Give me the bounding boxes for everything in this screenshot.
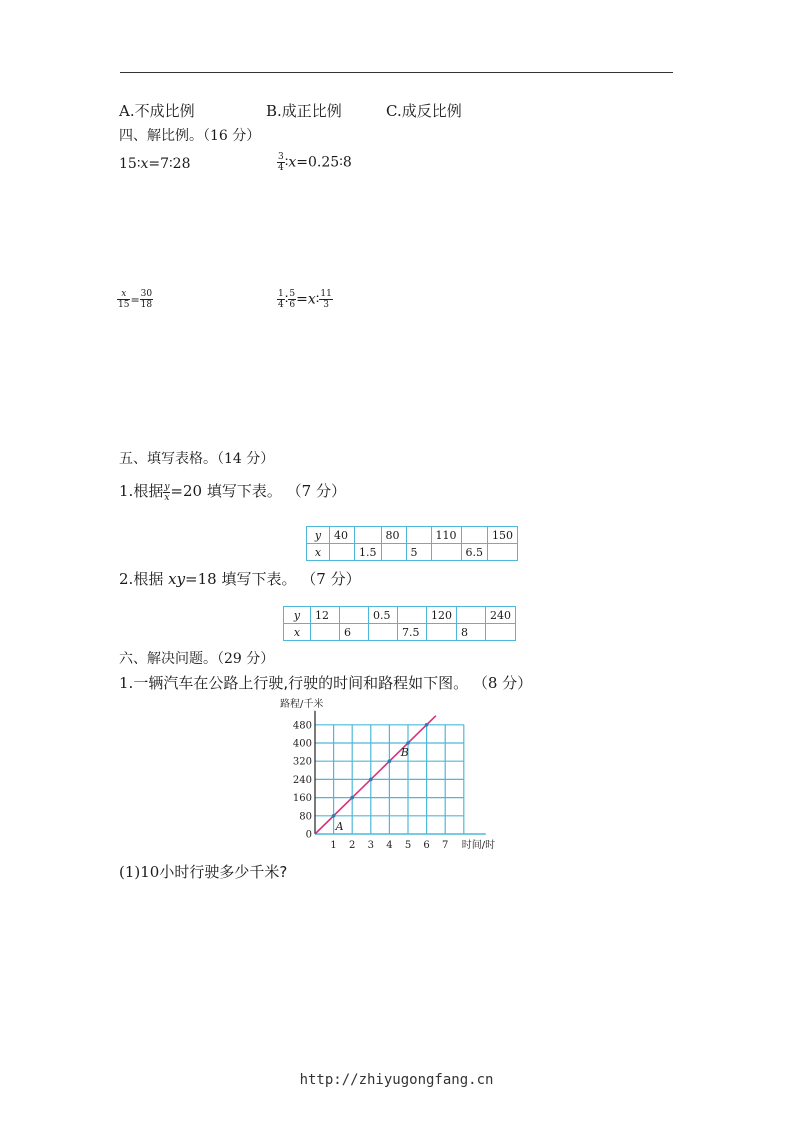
sub1-prefix: (1)10	[119, 863, 160, 881]
x-tick-label: 2	[349, 840, 356, 851]
option-c	[386, 100, 462, 121]
table-1-cell: 1.5	[355, 544, 382, 561]
table-1-cell: y	[307, 527, 330, 544]
table-2-cell	[427, 624, 457, 641]
eq1-left: 15∶	[119, 156, 141, 172]
footer-url: http://zhiyugongfang.cn	[299, 1072, 494, 1088]
q1-numerator: y	[164, 481, 170, 492]
chart-grid	[315, 725, 464, 834]
table-1-cell: 80	[381, 527, 406, 544]
eq2-right: =0.25∶8	[296, 154, 352, 171]
eq2-fraction	[277, 152, 285, 173]
table-1-cell	[488, 544, 518, 561]
x-tick-label: 6	[423, 840, 430, 851]
eq4-denominator-2: 6	[289, 300, 296, 310]
eq4-variable: x	[307, 291, 316, 308]
x-tick-label: 7	[442, 840, 449, 851]
eq2-numerator: 3	[278, 152, 284, 162]
data-point	[388, 759, 392, 763]
option-c-letter: C.	[386, 102, 402, 120]
option-b-letter: B.	[266, 102, 282, 120]
table-2-row-x	[284, 624, 516, 641]
section5-q1	[119, 480, 346, 503]
table-1-cell	[330, 544, 355, 561]
section5-q2	[119, 568, 361, 589]
equation-1	[119, 156, 190, 172]
eq4-denominator-1: 4	[278, 300, 284, 310]
eq3-denominator-1: 15	[118, 300, 130, 310]
data-point	[406, 741, 410, 745]
equation-4	[277, 289, 333, 310]
table-2-cell: 120	[427, 607, 457, 624]
table-2	[283, 606, 516, 641]
y-tick-label: 320	[292, 756, 312, 768]
eq4-numerator-2: 5	[289, 289, 296, 299]
point-annotation: A	[335, 819, 344, 833]
table-2-cell: y	[284, 607, 311, 624]
table-2-cell: x	[284, 624, 311, 641]
data-point	[425, 723, 429, 727]
option-c-text: 成反比例	[401, 102, 462, 120]
table-1-cell	[355, 527, 382, 544]
eq2-denominator: 4	[278, 163, 284, 173]
table-2-cell: 8	[457, 624, 486, 641]
eq3-fraction-1	[117, 289, 130, 310]
data-point	[350, 796, 354, 800]
eq4-fraction-3	[319, 289, 332, 310]
option-a-letter: A.	[119, 102, 135, 120]
q2-number: 2.	[119, 570, 134, 588]
equation-2	[277, 152, 352, 173]
data-point	[369, 778, 373, 782]
q1-denominator: x	[164, 492, 170, 503]
eq4-fraction-2	[288, 289, 296, 310]
eq3-equals: =	[130, 293, 140, 307]
table-1-cell	[381, 544, 406, 561]
eq4-denominator-3: 3	[323, 300, 330, 310]
q1-text: 根据	[133, 482, 164, 500]
q2-suffix: 填写下表。	[221, 570, 297, 588]
option-a-text: 不成比例	[134, 102, 195, 120]
eq4-numerator-3: 11	[320, 289, 332, 299]
q1-equals: =20	[170, 482, 203, 500]
table-1-cell: 6.5	[461, 544, 488, 561]
sub1-text: 小时行驶多少千米?	[159, 863, 288, 881]
section6-sub1	[119, 861, 287, 882]
table-2-row-y	[284, 607, 516, 624]
table-2-cell	[486, 624, 516, 641]
s6-q1-text: 一辆汽车在公路上行驶,行驶的时间和路程如下图。	[133, 674, 469, 692]
x-tick-label: 1	[330, 840, 337, 851]
y-tick-label: 480	[292, 720, 312, 732]
y-tick-label: 240	[292, 774, 312, 786]
eq1-right: =7∶28	[148, 156, 191, 172]
table-1-cell: 150	[488, 527, 518, 544]
table-2-cell	[340, 607, 369, 624]
x-tick-label: 5	[404, 840, 412, 851]
distance-time-chart	[280, 693, 510, 853]
eq2-variable: x	[288, 154, 297, 171]
table-2-cell	[457, 607, 486, 624]
top-rule	[120, 72, 673, 73]
table-2-cell	[311, 624, 340, 641]
q2-text: 根据	[133, 570, 164, 588]
table-1	[306, 526, 518, 561]
x-axis-label: 时间/时	[461, 840, 496, 851]
q2-formula: xy	[168, 570, 186, 588]
eq3-denominator-2: 18	[140, 300, 153, 310]
table-1-cell	[431, 544, 461, 561]
q2-points: （7 分）	[301, 570, 361, 588]
section6-title: 六、解决问题。（29 分）	[119, 651, 275, 667]
x-tick-label: 3	[367, 840, 374, 851]
q2-equals: =18	[185, 570, 217, 588]
eq4-fraction-1	[277, 289, 285, 310]
eq4-equals: =	[296, 291, 308, 308]
data-point	[332, 814, 336, 818]
table-2-cell: 6	[340, 624, 369, 641]
q1-number: 1.	[119, 482, 134, 500]
table-2-cell: 240	[486, 607, 516, 624]
table-2-cell	[369, 624, 398, 641]
option-a	[119, 100, 195, 121]
y-axis-label: 路程/千米	[280, 699, 324, 710]
section4-title: 四、解比例。（16 分）	[119, 128, 261, 144]
point-annotation: B	[400, 746, 409, 760]
table-1-cell: 5	[406, 544, 431, 561]
chart-labels	[280, 697, 495, 851]
x-tick-label: 4	[386, 840, 393, 851]
eq1-variable: x	[140, 156, 149, 172]
q1-suffix: 填写下表。	[206, 482, 282, 500]
option-b-text: 成正比例	[281, 102, 342, 120]
eq3-fraction-2	[140, 289, 153, 310]
table-1-cell	[461, 527, 488, 544]
eq4-numerator-1: 1	[278, 289, 284, 299]
eq4-ratio-2: ∶	[315, 291, 320, 308]
table-1-cell: 110	[431, 527, 461, 544]
y-tick-label: 160	[292, 793, 312, 805]
y-tick-label: 0	[305, 829, 312, 841]
section6-q1	[119, 672, 532, 693]
table-1-cell	[406, 527, 431, 544]
eq3-numerator-1: x	[117, 289, 130, 300]
table-1-cell: 40	[330, 527, 355, 544]
table-2-cell: 7.5	[398, 624, 427, 641]
eq4-ratio-1: ∶	[284, 291, 289, 308]
table-1-row-y	[307, 527, 518, 544]
equation-3	[117, 289, 153, 310]
y-tick-label: 80	[299, 811, 312, 823]
table-2-cell	[398, 607, 427, 624]
table-1-row-x	[307, 544, 518, 561]
option-b	[266, 100, 342, 121]
eq3-numerator-2: 30	[140, 289, 153, 299]
table-2-cell: 12	[311, 607, 340, 624]
s6-q1-number: 1.	[119, 674, 134, 692]
table-2-cell: 0.5	[369, 607, 398, 624]
q1-points: （7 分）	[286, 482, 346, 500]
eq2-ratio: ∶	[284, 154, 289, 171]
section5-title: 五、填写表格。（14 分）	[119, 451, 275, 467]
y-tick-label: 400	[292, 738, 312, 750]
table-1-cell: x	[307, 544, 330, 561]
s6-q1-points: （8 分）	[472, 674, 533, 692]
